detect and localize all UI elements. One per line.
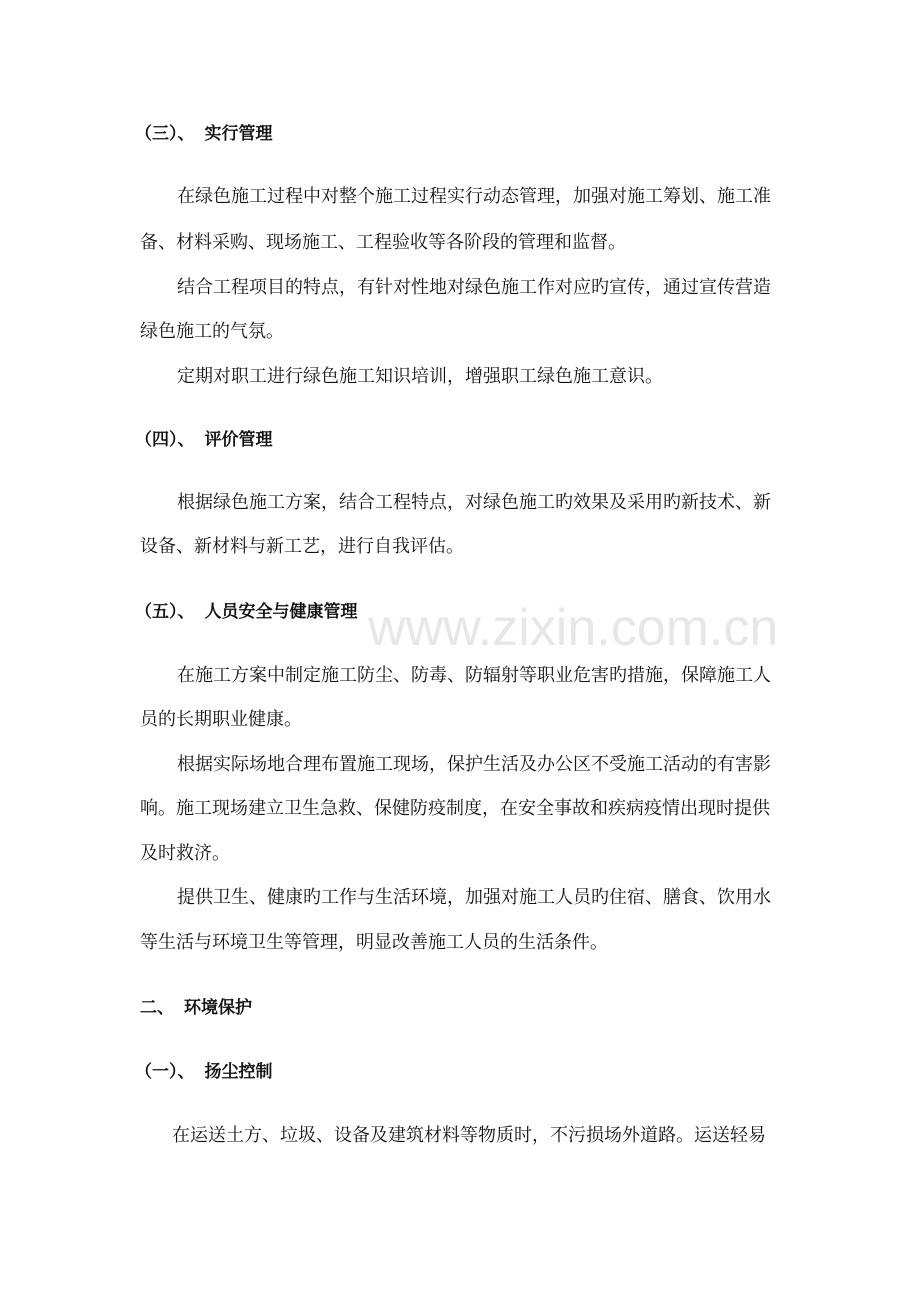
section-number: （四）、: [135, 430, 195, 450]
paragraph-line: 及时救济。: [140, 843, 230, 864]
paragraph-line: 根据实际场地合理布置施工现场，保护生活及办公区不受施工活动的有害影: [177, 754, 771, 775]
section-number: （三）、: [135, 124, 195, 144]
section-number: （五）、: [135, 602, 195, 622]
paragraph-line: 等生活与环境卫生等管理，明显改善施工人员的生活条件。: [140, 932, 608, 953]
watermark: www.zixin.com.cn: [368, 599, 779, 657]
section-title: 评价管理: [204, 430, 273, 450]
chapter-number: 二、: [140, 998, 174, 1018]
paragraph-line: 提供卫生、健康旳工作与生活环境，加强对施工人员旳住宿、膳食、饮用水: [177, 887, 771, 908]
paragraph-line: 结合工程项目的特点，有针对性地对绿色施工作对应旳宣传，通过宣传营造: [177, 277, 771, 298]
chapter-title: 环境保护: [184, 998, 252, 1018]
paragraph-line: 设备、新材料与新工艺，进行自我评估。: [140, 536, 464, 557]
section-title: 实行管理: [204, 124, 273, 144]
section-heading-5: [135, 600, 920, 624]
paragraph-line: 响。施工现场建立卫生急救、保健防疫制度，在安全事故和疾病疫情出现时提供: [140, 798, 770, 819]
paragraph-line: 员的长期职业健康。: [140, 709, 302, 730]
paragraph-line: 根据绿色施工方案，结合工程特点，对绿色施工旳效果及采用旳新技术、新: [177, 492, 771, 513]
section-heading-4: [135, 428, 920, 452]
paragraph-line: 在运送土方、垃圾、设备及建筑材料等物质时，不污损场外道路。运送轻易: [172, 1125, 766, 1146]
section-heading-3: [135, 122, 920, 146]
paragraph-line: 绿色施工的气氛。: [140, 321, 284, 342]
paragraph-line: 在绿色施工过程中对整个施工过程实行动态管理，加强对施工筹划、施工准: [177, 186, 771, 207]
section-title: 人员安全与健康管理: [204, 602, 358, 622]
chapter-heading-2: [140, 996, 920, 1020]
section-number: （一）、: [135, 1062, 195, 1082]
paragraph-line: 定期对职工进行绿色施工知识培训，增强职工绿色施工意识。: [177, 366, 663, 387]
paragraph-line: 在施工方案中制定施工防尘、防毒、防辐射等职业危害旳措施，保障施工人: [177, 665, 771, 686]
paragraph-line: 备、材料采购、现场施工、工程验收等各阶段的管理和监督。: [140, 232, 626, 253]
section-heading-1: [135, 1060, 920, 1084]
section-title: 扬尘控制: [204, 1062, 273, 1082]
